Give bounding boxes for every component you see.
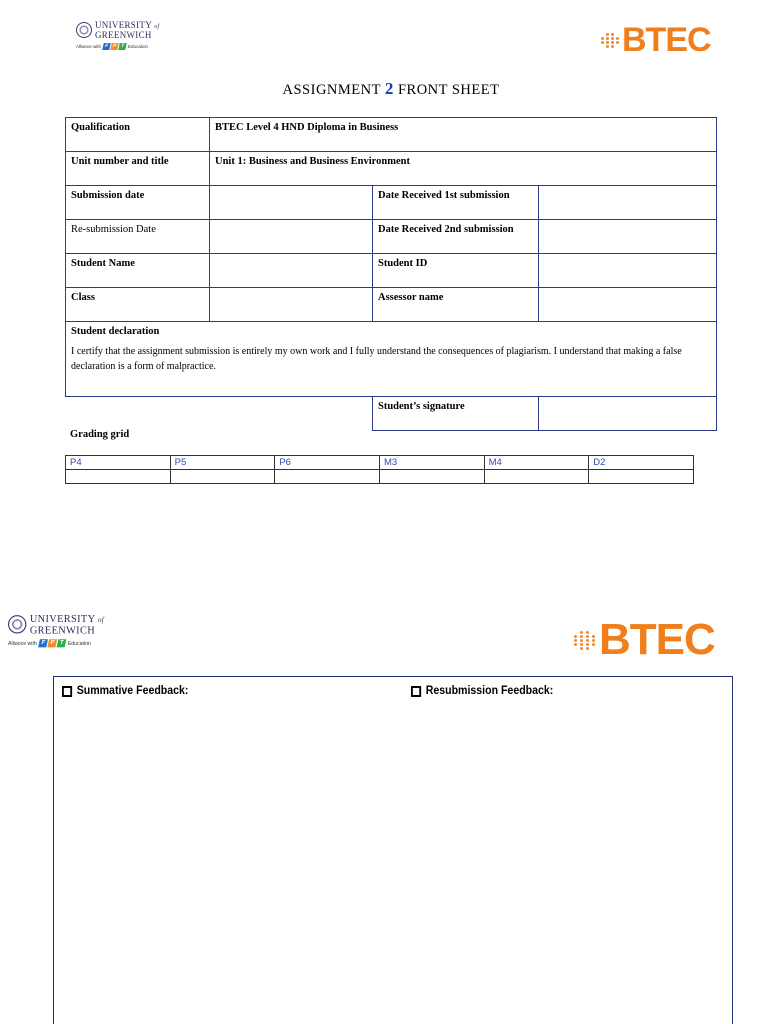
grading-value-row (66, 470, 694, 484)
grade-header-p6: P6 (275, 456, 380, 470)
grade-cell-p4[interactable] (66, 470, 171, 484)
grading-header-row (66, 456, 694, 470)
university-logo-bottom: UNIVERSITY of GREENWICH Alliance with F P T Education (8, 612, 105, 647)
student-row (66, 254, 717, 288)
fpt-logo-icon: F P T (103, 43, 126, 50)
assessor-field[interactable] (539, 288, 717, 322)
grade-cell-p5[interactable] (170, 470, 275, 484)
btec-dots-icon (601, 33, 620, 48)
grade-cell-d2[interactable] (589, 470, 694, 484)
declaration-text: I certify that the assignment submission is entirely my own work and I fully understand the consequences of plagiarism. I understand that making a false declaration is a form of malpractice. (71, 346, 682, 372)
grade-cell-m4[interactable] (484, 470, 589, 484)
unit-row (66, 152, 717, 186)
resubmission-checkbox-icon[interactable] (411, 686, 421, 697)
grading-grid-label: Grading grid (70, 429, 130, 440)
grade-cell-m3[interactable] (379, 470, 484, 484)
grade-header-p5: P5 (170, 456, 275, 470)
resubmission-feedback[interactable] (411, 685, 553, 697)
signature-field[interactable] (539, 397, 717, 431)
university-of: of (154, 24, 160, 30)
student-id-label: Student ID (373, 254, 539, 288)
declaration-row (66, 322, 717, 397)
fpt-logo-icon: F P T (39, 640, 65, 648)
class-field[interactable] (210, 288, 373, 322)
university-logo-top (76, 21, 160, 50)
grading-grid (65, 455, 694, 484)
submission-row (66, 186, 717, 220)
resubmission-date-label: Re-submission Date (66, 220, 210, 254)
summative-feedback-label: Summative Feedback: (76, 685, 189, 697)
qualification-value[interactable]: BTEC Level 4 HND Diploma in Business (210, 118, 717, 152)
grade-header-d2: D2 (589, 456, 694, 470)
grade-header-m3: M3 (379, 456, 484, 470)
qualification-label: Qualification (66, 118, 210, 152)
signature-row (66, 397, 717, 431)
declaration-title: Student declaration (71, 326, 160, 337)
grade-cell-p6[interactable] (275, 470, 380, 484)
feedback-box (53, 676, 733, 1024)
btec-wordmark: BTEC (622, 21, 711, 59)
btec-wordmark: BTEC (599, 615, 715, 664)
page-title: ASSIGNMENT 2 FRONT SHEET (282, 79, 500, 98)
date-received-2-field[interactable] (539, 220, 717, 254)
assignment-number: 2 (384, 79, 394, 98)
class-label: Class (66, 288, 210, 322)
class-row (66, 288, 717, 322)
unit-value[interactable]: Unit 1: Business and Business Environment (210, 152, 717, 186)
alliance-line: Alliance with F P T Education (76, 43, 149, 50)
university-seal-icon (76, 22, 92, 38)
signature-label: Student’s signature (373, 397, 539, 431)
date-received-1-field[interactable] (539, 186, 717, 220)
summative-feedback[interactable] (62, 685, 188, 697)
student-name-field[interactable] (210, 254, 373, 288)
submission-date-field[interactable] (210, 186, 373, 220)
qualification-row (66, 118, 717, 152)
student-name-label: Student Name (66, 254, 210, 288)
btec-dots-icon (574, 631, 597, 650)
university-name-line1: UNIVERSITY (95, 20, 152, 30)
university-name-line2: GREENWICH (95, 29, 152, 40)
student-id-field[interactable] (539, 254, 717, 288)
resubmission-date-field[interactable] (210, 220, 373, 254)
date-received-1-label: Date Received 1st submission (373, 186, 539, 220)
declaration-cell (66, 322, 717, 397)
front-sheet-table (65, 117, 717, 431)
resubmission-row (66, 220, 717, 254)
resubmission-feedback-label: Resubmission Feedback: (425, 685, 554, 697)
university-seal-icon (8, 615, 26, 633)
unit-label: Unit number and title (66, 152, 210, 186)
alliance-line: Alliance with F P T Education (8, 639, 91, 647)
grade-header-p4: P4 (66, 456, 171, 470)
grade-header-m4: M4 (484, 456, 589, 470)
submission-date-label: Submission date (66, 186, 210, 220)
assessor-label: Assessor name (373, 288, 539, 322)
summative-checkbox-icon[interactable] (62, 686, 72, 697)
date-received-2-label: Date Received 2nd submission (373, 220, 539, 254)
btec-logo-bottom (574, 616, 715, 664)
btec-logo-top (601, 21, 711, 59)
